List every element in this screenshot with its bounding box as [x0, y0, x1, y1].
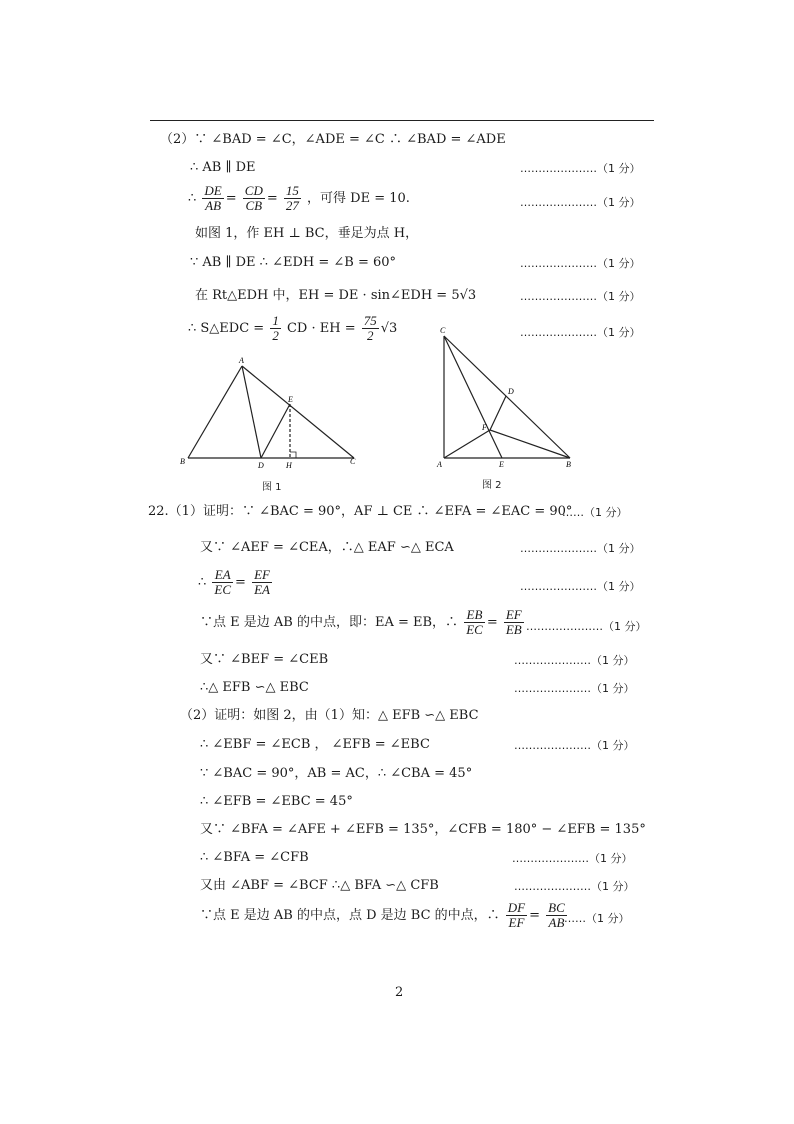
label-d: D: [508, 387, 514, 396]
score-8: ……（1 分）: [562, 506, 628, 519]
line-2: ∴ AB ∥ DE: [190, 160, 256, 175]
line-1: （2）∵ ∠BAD = ∠C，∠ADE = ∠C ∴ ∠BAD = ∠ADE: [160, 132, 506, 147]
score-21: ……（1 分）: [564, 912, 630, 925]
line-8: 22.（1）证明：∵ ∠BAC = 90°，AF ⊥ CE ∴ ∠EFA = ∠EAC = 90°: [148, 504, 573, 519]
figure-1-caption: 图 1: [262, 482, 282, 493]
line-11: ∵点 E 是边 AB 的中点，即：EA = EB，∴ $\frac{EB}{EC}$ = $\frac{EF}{EB}$: [200, 607, 522, 637]
segment-cb: [444, 336, 570, 458]
score-3: …………………（1 分）: [520, 196, 641, 209]
line-7: ∴ S△EDC = $\frac{1}{2}$ CD · EH = $\frac{75}{2}$ √3: [188, 313, 398, 343]
fraction-1-2: $\frac{1}{2}$: [272, 313, 279, 343]
page-number: 2: [395, 985, 404, 1000]
line-14: （2）证明：如图 2，由（1）知：△ EFB ∽△ EBC: [180, 708, 479, 723]
line-12: 又∵ ∠BEF = ∠CEB: [200, 652, 329, 667]
line-16: ∵ ∠BAC = 90°，AB = AC，∴ ∠CBA = 45°: [200, 766, 473, 781]
score-20: …………………（1 分）: [514, 880, 635, 893]
label-d: D: [258, 461, 264, 470]
score-15: …………………（1 分）: [514, 739, 635, 752]
label-b: B: [566, 460, 571, 469]
line-18: 又∵ ∠BFA = ∠AFE + ∠EFB = 135°，∠CFB = 180° − ∠EFB = 135°: [200, 822, 646, 837]
line-3: ∴ $\frac{DE}{AB}$ = $\frac{CD}{CB}$ = $\frac{15}{27}$ ，可得 DE = 10.: [188, 183, 410, 213]
score-5: …………………（1 分）: [520, 257, 641, 270]
line-15: ∴ ∠EBF = ∠ECB ， ∠EFB = ∠EBC: [200, 737, 430, 752]
segment-de: [261, 404, 290, 458]
fraction-bc-ab: $\frac{BC}{AB}$: [548, 900, 565, 930]
line-17: ∴ ∠EFB = ∠EBC = 45°: [200, 794, 353, 809]
figure-2-caption: 图 2: [482, 480, 502, 491]
fraction-de-ab: $\frac{DE}{AB}$: [204, 183, 222, 213]
label-e: E: [499, 460, 504, 469]
score-6: …………………（1 分）: [520, 290, 641, 303]
label-a: A: [239, 356, 244, 365]
segment-fd: [490, 396, 506, 430]
line-6: 在 Rt△EDH 中，EH = DE · sin∠EDH = 5√3: [195, 288, 477, 303]
fraction-ef-ea: $\frac{EF}{EA}$: [254, 567, 270, 597]
figure-1: [178, 356, 363, 476]
score-11: …………………（1 分）: [526, 620, 647, 633]
top-rule: [150, 120, 654, 121]
segment-af: [444, 430, 490, 458]
fraction-75-2: $\frac{75}{2}$: [363, 313, 377, 343]
figure-2: [432, 326, 580, 474]
fraction-15-27: $\frac{15}{27}$: [285, 183, 299, 213]
right-angle-mark: [290, 452, 296, 458]
line-4: 如图 1，作 EH ⊥ BC，垂足为点 H，: [195, 226, 419, 241]
label-h: H: [286, 461, 292, 470]
score-12: …………………（1 分）: [514, 654, 635, 667]
label-a: A: [437, 460, 442, 469]
line-19: ∴ ∠BFA = ∠CFB: [200, 850, 309, 865]
line-5: ∵ AB ∥ DE ∴ ∠EDH = ∠B = 60°: [190, 255, 397, 270]
score-13: …………………（1 分）: [514, 682, 635, 695]
segment-fb: [490, 430, 570, 458]
score-2: …………………（1 分）: [520, 162, 641, 175]
fraction-df-ef: $\frac{DF}{EF}$: [507, 900, 526, 930]
line-20: 又由 ∠ABF = ∠BCF ∴△ BFA ∽△ CFB: [200, 878, 439, 893]
label-c: C: [440, 326, 446, 335]
line-21: ∵点 E 是边 AB 的中点，点 D 是边 BC 的中点，∴ $\frac{DF}{EF}$ = $\frac{BC}{AB}$: [200, 900, 565, 930]
label-b: B: [180, 457, 185, 466]
score-10: …………………（1 分）: [520, 580, 641, 593]
label-e: E: [288, 395, 293, 404]
label-f: F: [482, 423, 487, 432]
score-19: …………………（1 分）: [512, 852, 633, 865]
line-13: ∴△ EFB ∽△ EBC: [200, 680, 309, 695]
score-9: …………………（1 分）: [520, 542, 641, 555]
segment-ab: [188, 366, 242, 458]
line-10: ∴ $\frac{EA}{EC}$ = $\frac{EF}{EA}$: [198, 567, 270, 597]
line-9: 又∵ ∠AEF = ∠CEA，∴△ EAF ∽△ ECA: [200, 540, 454, 555]
fraction-cd-cb: $\frac{CD}{CB}$: [244, 183, 263, 213]
fraction-ef-eb: $\frac{EF}{EB}$: [505, 607, 522, 637]
fraction-ea-ec: $\frac{EA}{EC}$: [214, 567, 232, 597]
segment-ac: [242, 366, 354, 458]
label-c: C: [350, 457, 356, 466]
score-7: …………………（1 分）: [520, 326, 641, 339]
fraction-eb-ec: $\frac{EB}{EC}$: [466, 607, 483, 637]
